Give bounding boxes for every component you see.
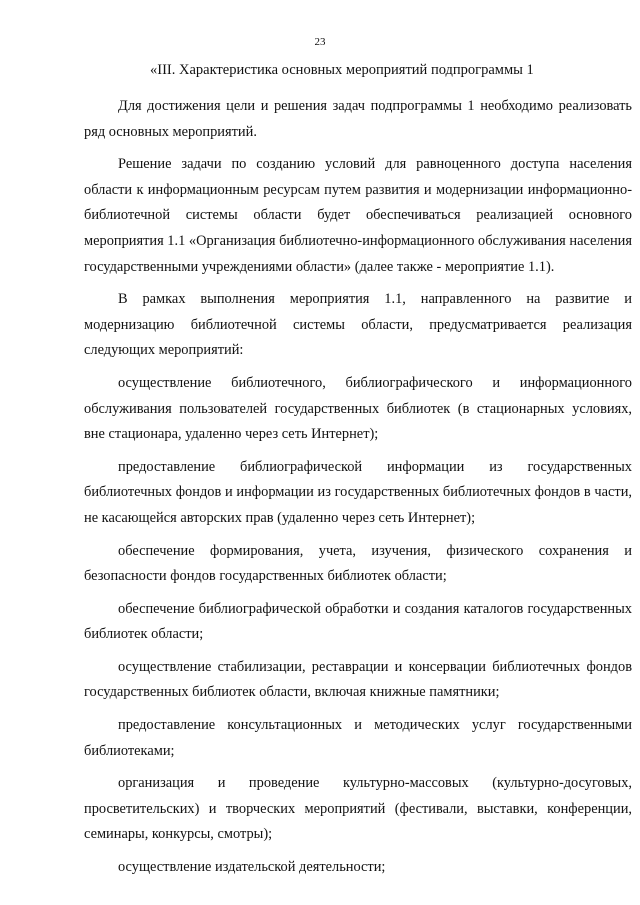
page-number: 23 (314, 36, 326, 48)
paragraph: В рамках выполнения мероприятия 1.1, направленного на развитие и модернизацию библиотечной системы области, предусматривается реализация следующих мероприятий: (84, 291, 632, 359)
list-item: предоставление библиографической информации из государственных библиотечных фондов и информации из государственных библиотечных фондов в части, не касающейся авторских прав (удаленно через сеть Интернет); (84, 458, 632, 526)
list-item: осуществление издательской деятельности; (118, 859, 386, 876)
list-item: обеспечение формирования, учета, изучения, физического сохранения и безопасности фондов государственных библиотек области; (84, 542, 632, 585)
paragraph: Решение задачи по созданию условий для равноценного доступа населения области к информационным ресурсам путем развития и модернизации информационно-библиотечной системы области будет обеспечиваться реализацией основного мероприятия 1.1 «Организация библиотечно-информационного обслуживания населения государственными учреждениями области» (далее также - мероприятие 1.1). (84, 156, 632, 275)
list-item: осуществление стабилизации, реставрации и консервации библиотечных фондов государственных библиотек области, включая книжные памятники; (84, 658, 632, 701)
list-item: организация и проведение культурно-массовых (культурно-досуговых, просветительских) и творческих мероприятий (фестивали, выставки, конференции, семинары, конкурсы, смотры); (84, 775, 632, 843)
list-item: обеспечение библиографической обработки и создания каталогов государственных библиотек области; (84, 600, 632, 643)
section-heading: «III. Характеристика основных мероприятий подпрограммы 1 (150, 62, 534, 78)
body-text (84, 94, 632, 888)
list-item: предоставление консультационных и методических услуг государственными библиотеками; (84, 717, 632, 759)
paragraph: Для достижения цели и решения задач подпрограммы 1 необходимо реализовать ряд основных мероприятий. (84, 98, 632, 140)
list-item: осуществление библиотечного, библиографического и информационного обслуживания пользователей государственных библиотек (в стационарных условиях, вне стационара, удаленно через сеть Интернет); (84, 374, 632, 443)
